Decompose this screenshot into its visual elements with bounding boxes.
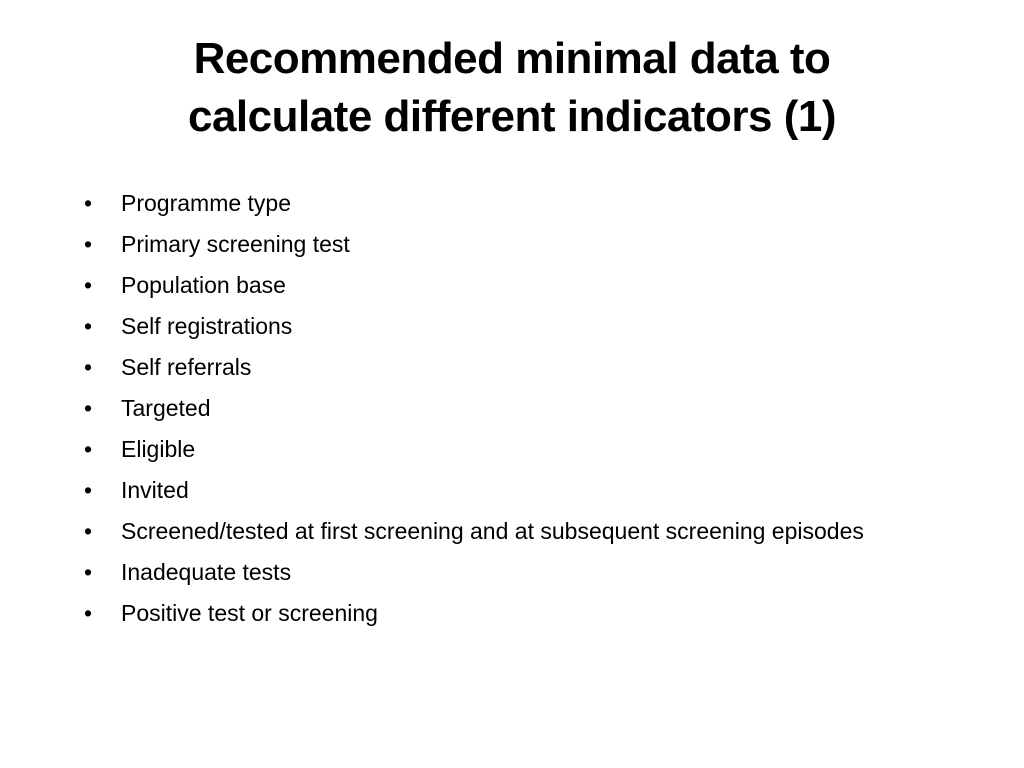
list-item-text: Programme type <box>121 190 292 216</box>
list-item-text: Inadequate tests <box>121 559 292 585</box>
list-item <box>84 227 904 261</box>
list-item-text: Population base <box>121 272 286 298</box>
bullet-icon: • <box>84 354 93 380</box>
slide-title-line-2: calculate different indicators (1) <box>187 92 837 141</box>
bullet-icon: • <box>84 190 93 216</box>
list-item-text: Eligible <box>121 436 196 462</box>
bullet-list <box>84 186 904 637</box>
list-item <box>84 473 904 507</box>
list-item-text: Positive test or screening <box>121 600 378 626</box>
bullet-icon: • <box>84 559 93 585</box>
list-item-text: Targeted <box>121 395 211 421</box>
list-item <box>84 186 904 220</box>
list-item <box>84 514 904 548</box>
bullet-icon: • <box>84 518 93 544</box>
list-item <box>84 596 904 630</box>
slide-title <box>60 30 964 146</box>
slide-title-line-1: Recommended minimal data to <box>193 34 831 83</box>
list-item-text: Invited <box>121 477 189 503</box>
list-item <box>84 309 904 343</box>
list-item-text: Primary screening test <box>121 231 350 257</box>
bullet-icon: • <box>84 477 93 503</box>
bullet-icon: • <box>84 231 93 257</box>
bullet-icon: • <box>84 600 93 626</box>
list-item-text: Screened/tested at first screening and at subsequent screening episodes <box>121 518 864 544</box>
list-item <box>84 350 904 384</box>
list-item <box>84 555 904 589</box>
list-item-text: Self registrations <box>121 313 293 339</box>
bullet-icon: • <box>84 436 93 462</box>
list-item <box>84 391 904 425</box>
bullet-icon: • <box>84 313 93 339</box>
bullet-icon: • <box>84 395 93 421</box>
list-item <box>84 268 904 302</box>
bullet-icon: • <box>84 272 93 298</box>
list-item-text: Self referrals <box>121 354 252 380</box>
list-item <box>84 432 904 466</box>
